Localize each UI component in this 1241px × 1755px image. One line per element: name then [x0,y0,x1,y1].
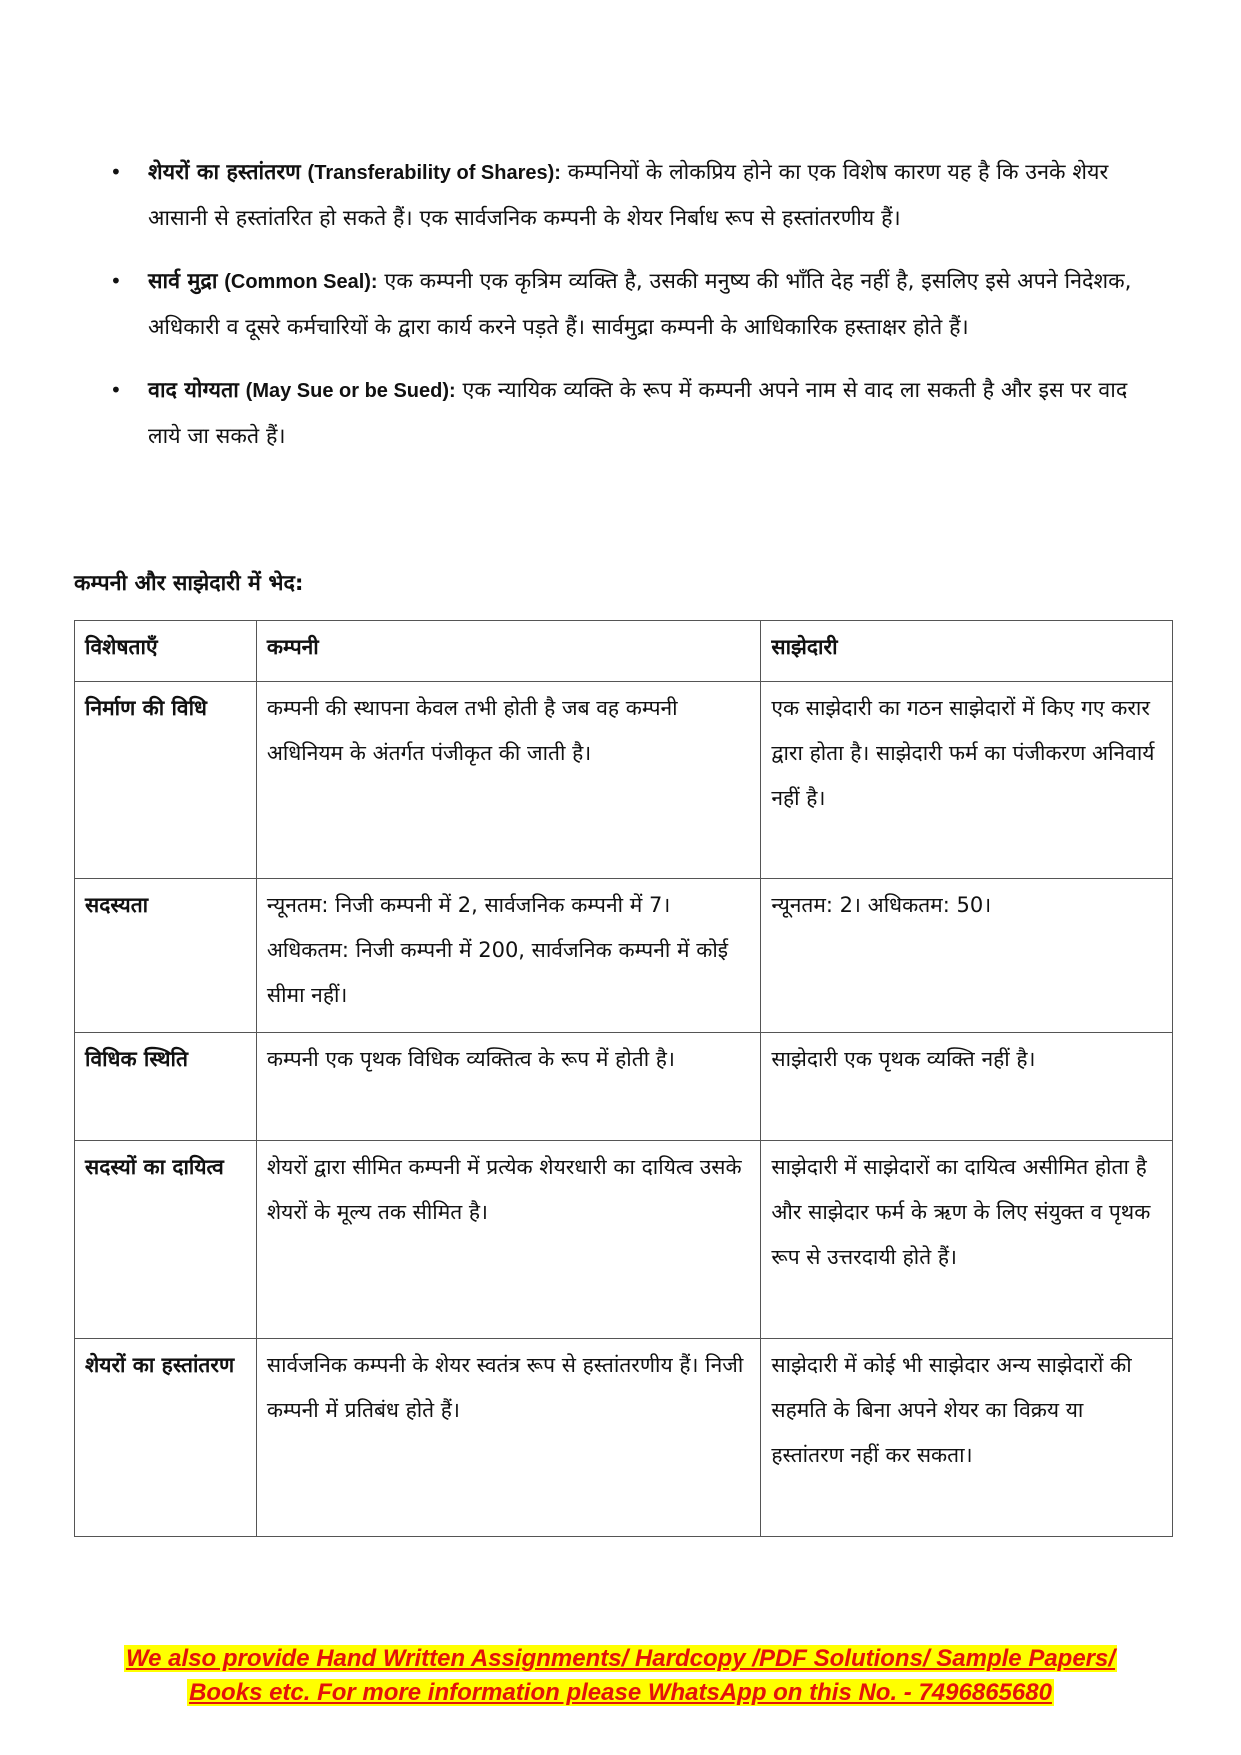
company-cell: कम्पनी की स्थापना केवल तभी होती है जब वह कम्पनी अधिनियम के अंतर्गत पंजीकृत की जाती है। [256,682,761,879]
bullet-sue [108,368,1148,459]
feature-cell: शेयरों का हस्तांतरण [75,1339,257,1537]
promo-line-2: Books etc. For more information please WhatsApp on this No. - 7496865680 [189,1679,1052,1706]
header-partnership: साझेदारी [761,621,1173,682]
bullet-common-seal [108,259,1148,350]
comparison-table [74,620,1173,1537]
table-row [75,1141,1173,1339]
table-header-row [75,621,1173,682]
bullet-dot-icon: • [110,378,122,402]
promo-footer [0,1642,1241,1710]
company-cell: शेयरों द्वारा सीमित कम्पनी में प्रत्येक शेयरधारी का दायित्व उसके शेयरों के मूल्य तक सीमित है। [256,1141,761,1339]
header-company: कम्पनी [256,621,761,682]
company-cell: कम्पनी एक पृथक विधिक व्यक्तित्व के रूप में होती है। [256,1033,761,1141]
partnership-cell: साझेदारी में साझेदारों का दायित्व असीमित होता है और साझेदार फर्म के ऋण के लिए संयुक्त व पृथक रूप से उत्तरदायी होते हैं। [761,1141,1173,1339]
bullet-text: एक कम्पनी एक कृत्रिम व्यक्ति है, उसकी मनुष्य की भाँति देह नहीं है, इसलिए इसे अपने निदेशक, अधिकारी व दूसरे कर्मचारियों के द्वारा कार्य करने पड़ते हैं। सार्वमुद्रा कम्पनी के आधिकारिक हस्ताक्षर होते हैं। [148,269,1132,340]
bullet-dot-icon: • [110,160,122,184]
promo-line-1: We also provide Hand Written Assignments/ Hardcopy /PDF Solutions/ Sample Papers/ [125,1645,1116,1672]
bullet-heading: शेयरों का हस्तांतरण [148,160,301,185]
partnership-cell: साझेदारी में कोई भी साझेदार अन्य साझेदारों की सहमति के बिना अपने शेयर का विक्रय या हस्तांतरण नहीं कर सकता। [761,1339,1173,1537]
table-row [75,1339,1173,1537]
feature-cell: विधिक स्थिति [75,1033,257,1141]
bullet-transferability [108,150,1148,241]
company-cell: न्यूनतम: निजी कम्पनी में 2, सार्वजनिक कम्पनी में 7। अधिकतम: निजी कम्पनी में 200, सार्वजनिक कम्पनी में कोई सीमा नहीं। [256,879,761,1033]
feature-cell: सदस्यता [75,879,257,1033]
section-heading: कम्पनी और साझेदारी में भेद: [74,571,304,596]
feature-cell: निर्माण की विधि [75,682,257,879]
table-row [75,879,1173,1033]
bullet-english-term: (Common Seal): [224,271,378,293]
partnership-cell: एक साझेदारी का गठन साझेदारों में किए गए करार द्वारा होता है। साझेदारी फर्म का पंजीकरण अनिवार्य नहीं है। [761,682,1173,879]
bullet-english-term: (Transferability of Shares): [307,162,561,184]
bullet-heading: सार्व मुद्रा [148,269,218,294]
table-row [75,682,1173,879]
bullet-heading: वाद योग्यता [148,378,239,403]
partnership-cell: साझेदारी एक पृथक व्यक्ति नहीं है। [761,1033,1173,1141]
table-row [75,1033,1173,1141]
company-cell: सार्वजनिक कम्पनी के शेयर स्वतंत्र रूप से हस्तांतरणीय हैं। निजी कम्पनी में प्रतिबंध होते हैं। [256,1339,761,1537]
feature-bullet-list [108,150,1148,477]
bullet-dot-icon: • [110,269,122,293]
feature-cell: सदस्यों का दायित्व [75,1141,257,1339]
partnership-cell: न्यूनतम: 2। अधिकतम: 50। [761,879,1173,1033]
bullet-text: एक न्यायिक व्यक्ति के रूप में कम्पनी अपने नाम से वाद ला सकती है और इस पर वाद लाये जा सकते हैं। [148,378,1128,449]
bullet-text: कम्पनियों के लोकप्रिय होने का एक विशेष कारण यह है कि उनके शेयर आसानी से हस्तांतरित हो सकते हैं। एक सार्वजनिक कम्पनी के शेयर निर्बाध रूप से हस्तांतरणीय हैं। [148,160,1109,231]
bullet-english-term: (May Sue or be Sued): [245,380,456,402]
header-features: विशेषताएँ [75,621,257,682]
